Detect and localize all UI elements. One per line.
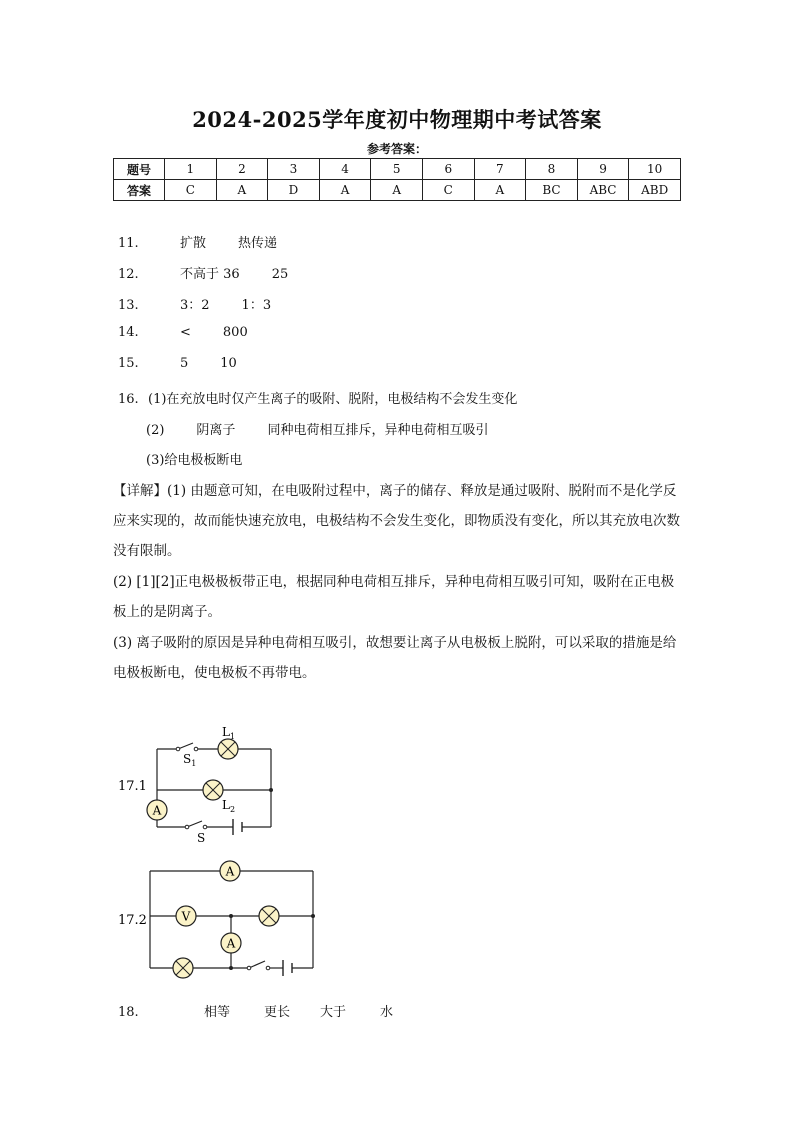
table-cell: 8: [526, 159, 578, 180]
answer-part: 25: [271, 267, 289, 282]
question-number: 16.: [118, 392, 139, 407]
answer-part: 不高于 36: [180, 267, 240, 282]
circuit-diagram-17-1: [110, 718, 310, 848]
answer-16-part1: (1)在充放电时仅产生离子的吸附、脱附，电极结构不会发生变化: [148, 392, 518, 407]
answer-part: 同种电荷相互排斥，异种电荷相互吸引: [267, 423, 489, 438]
table-cell: 6: [422, 159, 474, 180]
ammeter-icon: [221, 933, 241, 953]
answer-part: 热传递: [238, 236, 278, 251]
answer-16-part2: [146, 419, 488, 438]
table-cell: D: [268, 180, 320, 201]
svg-text:A: A: [152, 803, 162, 818]
table-row-numbers: [114, 159, 681, 180]
part-label: (2): [146, 423, 165, 438]
answer-part: 3：2: [180, 298, 210, 313]
answer-part: 更长: [264, 1005, 291, 1020]
answer-part: 阴离子: [196, 423, 236, 438]
table-cell: 3: [268, 159, 320, 180]
lamp-icon: [259, 906, 279, 926]
question-number: 11.: [118, 236, 139, 251]
question-number: 15.: [118, 356, 139, 371]
table-row-answers: [114, 180, 681, 201]
ammeter-icon: [220, 861, 240, 881]
table-cell: A: [216, 180, 268, 201]
switch-s-label: S: [197, 831, 206, 845]
answer-part: 水: [380, 1005, 394, 1020]
circuit-diagram-17-2: [110, 856, 330, 986]
answer-line-18: [118, 1001, 393, 1020]
answer-part: 800: [222, 325, 248, 340]
voltmeter-icon: [176, 906, 196, 926]
answer-part: <: [180, 325, 191, 340]
question-number: 14.: [118, 325, 139, 340]
table-cell: A: [319, 180, 371, 201]
table-header-label: 题号: [114, 159, 165, 180]
lamp-l1-label: $L_1$: [222, 725, 236, 741]
table-answer-label: 答案: [114, 180, 165, 201]
question-number: 18.: [118, 1005, 139, 1020]
answer-table: [113, 158, 681, 201]
detail-paragraph-2: (2) [1][2]正电极极板带正电，根据同种电荷相互排斥，异种电荷相互吸引可知，吸附在正电极板上的是阴离子。: [113, 574, 675, 620]
table-cell: 1: [165, 159, 217, 180]
detail-paragraph-3: (3) 离子吸附的原因是异种电荷相互吸引，故想要让离子从电极板上脱附，可以采取的措施是给电极板断电，使电极板不再带电。: [113, 635, 677, 681]
answer-line-12: [118, 263, 288, 282]
lamp-l2-icon: [203, 780, 223, 800]
lamp-icon: [173, 958, 193, 978]
reference-answer-heading: 参考答案：: [366, 142, 427, 156]
answer-line-15: [118, 356, 237, 371]
lamp-l2-label: $L_2$: [222, 798, 236, 814]
table-cell: A: [474, 180, 526, 201]
answer-part: 大于: [320, 1005, 347, 1020]
ammeter-icon: [147, 800, 167, 820]
svg-text:V: V: [181, 909, 191, 924]
answer-part: 扩散: [180, 236, 207, 251]
switch-s1-label: $S_1$: [183, 752, 197, 768]
page-title: 2024-2025学年度初中物理期中考试答案: [192, 107, 602, 132]
table-cell: C: [422, 180, 474, 201]
question-number: 12.: [118, 267, 139, 282]
circuit-label: 17.2: [118, 913, 147, 928]
table-cell: 7: [474, 159, 526, 180]
answer-part: 10: [220, 356, 237, 371]
svg-text:A: A: [225, 864, 235, 879]
answer-part: 相等: [204, 1005, 231, 1020]
lamp-l1-icon: [218, 739, 238, 759]
answer-part: 5: [180, 356, 189, 371]
svg-text:A: A: [226, 936, 236, 951]
table-cell: A: [371, 180, 423, 201]
table-cell: 2: [216, 159, 268, 180]
table-cell: BC: [526, 180, 578, 201]
answer-line-16: [118, 388, 517, 407]
answer-line-13: [118, 294, 271, 313]
table-cell: 5: [371, 159, 423, 180]
circuit-label: 17.1: [118, 779, 147, 794]
table-cell: 10: [629, 159, 681, 180]
table-cell: 4: [319, 159, 371, 180]
detail-paragraph-1: 【详解】(1) 由题意可知，在电吸附过程中，离子的储存、释放是通过吸附、脱附而不是化学反应来实现的，故而能快速充放电，电极结构不会发生变化，即物质没有变化，所以其充放电次数没有限制。: [113, 483, 680, 559]
answer-16-part3: (3)给电极板断电: [146, 453, 243, 468]
question-number: 13.: [118, 298, 139, 313]
answer-line-14: [118, 325, 248, 340]
table-cell: ABD: [629, 180, 681, 201]
table-cell: C: [165, 180, 217, 201]
answer-line-11: [118, 232, 277, 251]
table-cell: ABC: [577, 180, 629, 201]
table-cell: 9: [577, 159, 629, 180]
answer-part: 1：3: [241, 298, 272, 313]
